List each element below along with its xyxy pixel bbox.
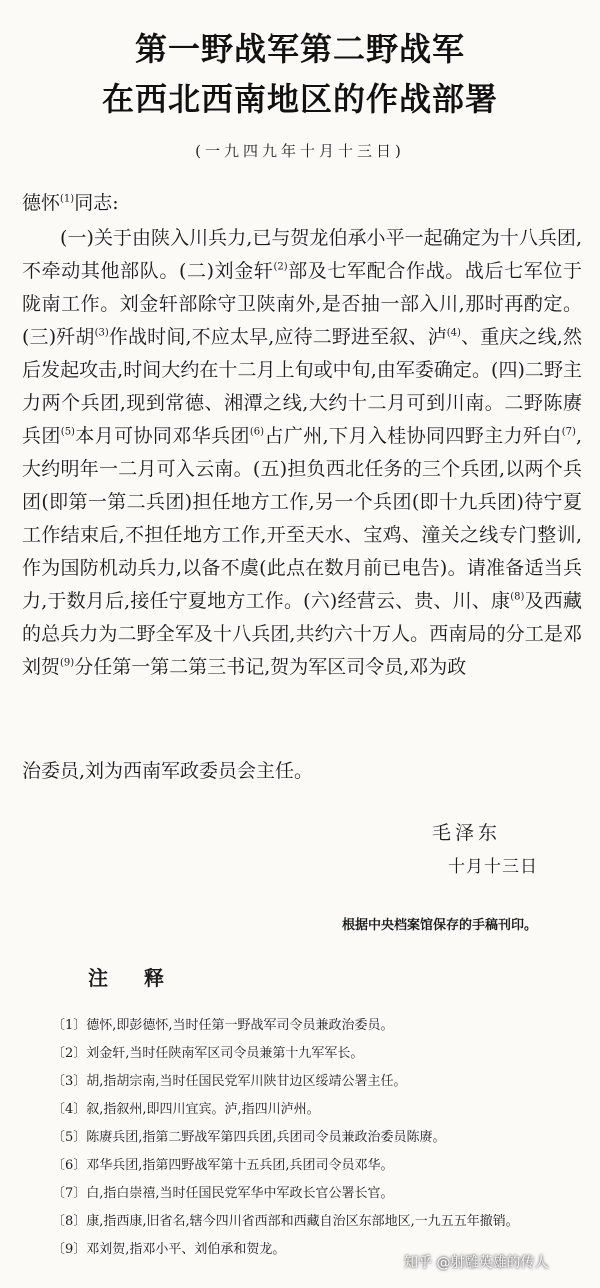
footnote-ref: (6) bbox=[249, 426, 265, 438]
salutation-name: 德怀 bbox=[22, 192, 61, 214]
footnote-ref: (3) bbox=[94, 327, 109, 339]
source-note: 根据中央档案馆保存的手稿刊印。 bbox=[342, 918, 538, 933]
footnote-ref: (1) bbox=[60, 193, 75, 205]
document-title-line-1: 第一野战军第二野战军 bbox=[134, 30, 465, 68]
body-text: 、重庆之线,然后发起攻击,时间大约在十二月上旬或中旬,由军委确定。(四)二野主力两个兵团,现到常德、湘潭之线,大约十二月可到川南。二野陈赓兵团 bbox=[22, 326, 582, 447]
body-paragraph bbox=[22, 222, 582, 684]
note-item: 〔5〕陈赓兵团,指第二野战军第四兵团,兵团司令员兼政治委员陈赓。 bbox=[52, 1130, 446, 1145]
closing-line: 治委员,刘为西南军政委员会主任。 bbox=[22, 760, 314, 782]
footnote-ref: (9) bbox=[60, 657, 75, 669]
footnote-ref: (5) bbox=[60, 426, 75, 438]
footnote-ref: (2) bbox=[273, 261, 288, 273]
body-text: 本月可协同邓华兵团 bbox=[74, 425, 250, 447]
signature-date: 十月十三日 bbox=[448, 857, 538, 877]
note-item: 〔6〕邓华兵团,指第四野战军第十五兵团,兵团司令员邓华。 bbox=[52, 1158, 394, 1173]
document-title-line-2: 在西北西南地区的作战部署 bbox=[101, 80, 498, 118]
footnote-ref: (7) bbox=[561, 426, 576, 438]
salutation bbox=[22, 188, 119, 215]
footnote-ref: (4) bbox=[446, 327, 461, 339]
body-text: 部及七军配合作战。战后七军位于陇南工作。刘金轩部除守卫陕南外,是否抽一部入川,那时再酌定。(三)歼胡 bbox=[22, 260, 582, 348]
note-item: 〔8〕康,指西康,旧省名,辖今四川省西部和西藏自治区东部地区,一九五五年撤销。 bbox=[52, 1214, 519, 1229]
body-text: 占广州,下月入桂协同四野主力歼白 bbox=[264, 425, 562, 447]
body-text: 分任第一第二第三书记,贺为军区司令员,邓为政 bbox=[74, 656, 467, 678]
note-item: 〔4〕叙,指叙州,即四川宜宾。泸,指四川泸州。 bbox=[52, 1102, 320, 1117]
note-item: 〔3〕胡,指胡宗南,当时任国民党军川陕甘边区绥靖公署主任。 bbox=[52, 1074, 407, 1089]
body-text: (一)关于由陕入川兵力,已与贺龙伯承小平一起确定为十八兵团,不牵动其他部队。(二)刘金轩 bbox=[22, 227, 582, 282]
footnote-ref: (8) bbox=[510, 591, 525, 603]
body-text: 及西藏的总兵力为二野全军及十八兵团,共约六十万人。西南局的分工是邓刘贺 bbox=[22, 590, 582, 678]
notes-heading: 注释 bbox=[88, 966, 200, 990]
note-item: 〔2〕刘金轩,当时任陕南军区司令员兼第十九军军长。 bbox=[52, 1046, 364, 1061]
notes-list bbox=[52, 1012, 580, 1264]
document-date: (一九四九年十月十三日) bbox=[195, 142, 405, 160]
watermark: 知乎 @射雕英雄的传人 bbox=[404, 1255, 549, 1271]
note-item: 〔9〕邓刘贺,指邓小平、刘伯承和贺龙。 bbox=[52, 1242, 286, 1257]
note-item: 〔7〕白,指白崇禧,当时任国民党军华中军政长官公署长官。 bbox=[52, 1186, 394, 1201]
note-item: 〔1〕德怀,即彭德怀,当时任第一野战军司令员兼政治委员。 bbox=[52, 1018, 394, 1033]
letter-body bbox=[22, 222, 582, 684]
body-text: 作战时间,不应太早,应待二野进至叙、泸 bbox=[108, 326, 447, 348]
signer-name: 毛泽东 bbox=[432, 822, 502, 844]
salutation-rest: 同志: bbox=[74, 192, 119, 214]
body-text: ,大约明年一二月可入云南。(五)担负西北任务的三个兵团,以两个兵团(即第一第二兵团)担任地方工作,另一个兵团(即十九兵团)待宁夏工作结束后,不担任地方工作,开至天水、宝鸡、潼关之线专门整训,作为国防机动兵力,以备不虞(此点在数月前已电告)。请准备适当兵力,于数月后,接任宁夏地方工作。(六)经营云、贵、川、康 bbox=[22, 425, 582, 612]
